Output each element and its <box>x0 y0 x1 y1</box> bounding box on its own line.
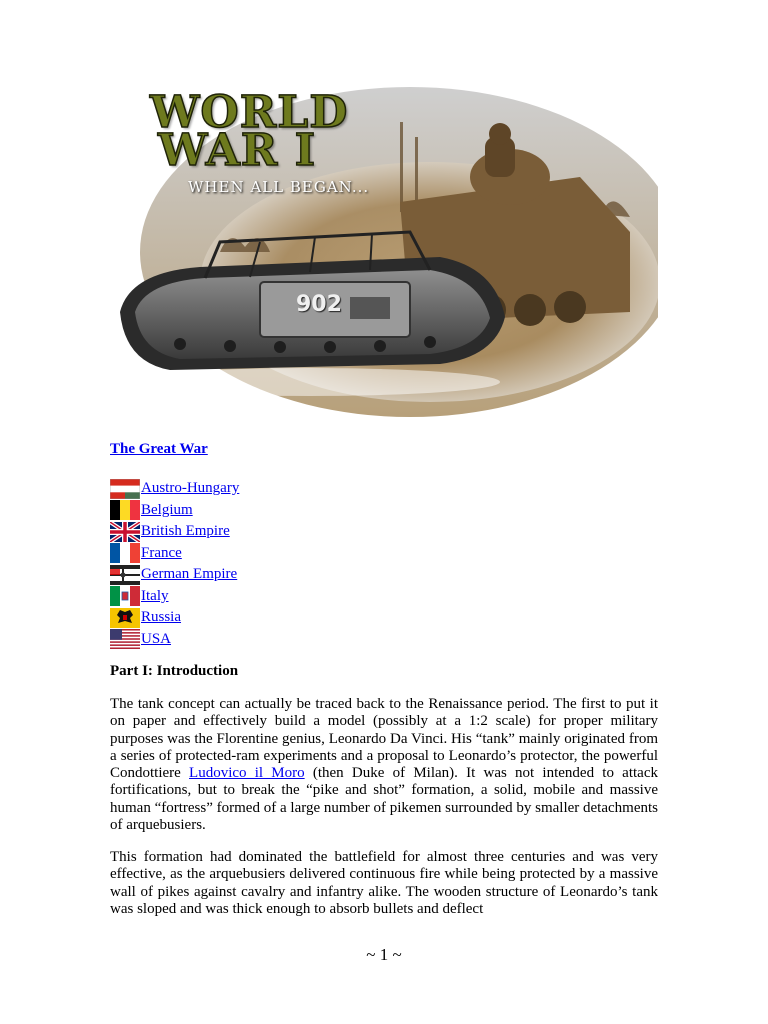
italy-flag-icon <box>110 586 140 606</box>
banner-title-line2: WAR I <box>158 125 317 176</box>
paragraph-text: The tank concept can actually be traced back to the Renaissance period. The first to put it on paper and effectively build a model (possibly at a 1:2 scale) for proper military purposes was the Florentine genius, Leonardo Da Vinci. His “tank” mainly originated from a series of protected-ram experiments and a proposal to Leonardo’s protector, the powerful Condottiere <box>110 696 658 782</box>
section-title: Part I: Introduction <box>110 663 239 679</box>
country-link-italy[interactable]: Italy <box>141 587 169 604</box>
british-empire-flag-icon <box>110 522 140 542</box>
country-link-france[interactable]: France <box>141 544 182 561</box>
list-item <box>110 607 239 629</box>
ludovico-il-moro-link[interactable]: Ludovico il Moro <box>189 765 305 782</box>
country-link-austro-hungary[interactable]: Austro-Hungary <box>141 480 240 497</box>
paragraph-text: (then Duke of Milan). It was not intended to attack fortifications, but to break the “pike and shot” formation, a solid, mobile and massive human “fortress” formed of a large number of pikemen surrounded by smaller detachments of arquebusiers. <box>110 765 658 834</box>
list-item <box>110 543 239 565</box>
country-link-british-empire[interactable]: British Empire <box>141 523 230 540</box>
list-item <box>110 629 239 651</box>
intro-paragraph-1 <box>110 696 658 834</box>
banner-title <box>150 87 349 176</box>
country-link-belgium[interactable]: Belgium <box>141 501 193 518</box>
page-number: ~ 1 ~ <box>366 945 402 964</box>
the-great-war-link[interactable]: The Great War <box>110 441 208 457</box>
country-link-russia[interactable]: Russia <box>141 609 182 626</box>
tank-number-text: 902 <box>296 292 342 317</box>
list-item <box>110 564 239 586</box>
austro-hungary-flag-icon <box>110 479 140 499</box>
list-item <box>110 478 239 500</box>
country-link-german-empire[interactable]: German Empire <box>141 566 238 583</box>
belgium-flag-icon <box>110 500 140 520</box>
list-item <box>110 586 239 608</box>
list-item <box>110 521 239 543</box>
banner-subtitle: WHEN ALL BEGAN... <box>188 178 370 196</box>
usa-flag-icon <box>110 629 140 649</box>
banner-title-line1: WORLD <box>150 87 349 138</box>
russia-flag-icon <box>110 608 140 628</box>
german-empire-flag-icon <box>110 565 140 585</box>
country-list <box>110 478 239 650</box>
country-link-usa[interactable]: USA <box>141 630 172 647</box>
list-item <box>110 500 239 522</box>
intro-paragraph-2: This formation had dominated the battlefield for almost three centuries and was very effective, as the arquebusiers delivered continuous fire while being protected by a massive wall of pikes against cavalry and infantry alike. The wooden structure of Leonardo’s tank was sloped and was thick enough to absorb bullets and deflect <box>110 849 658 917</box>
france-flag-icon <box>110 543 140 563</box>
world-war-i-banner-image <box>110 82 658 420</box>
